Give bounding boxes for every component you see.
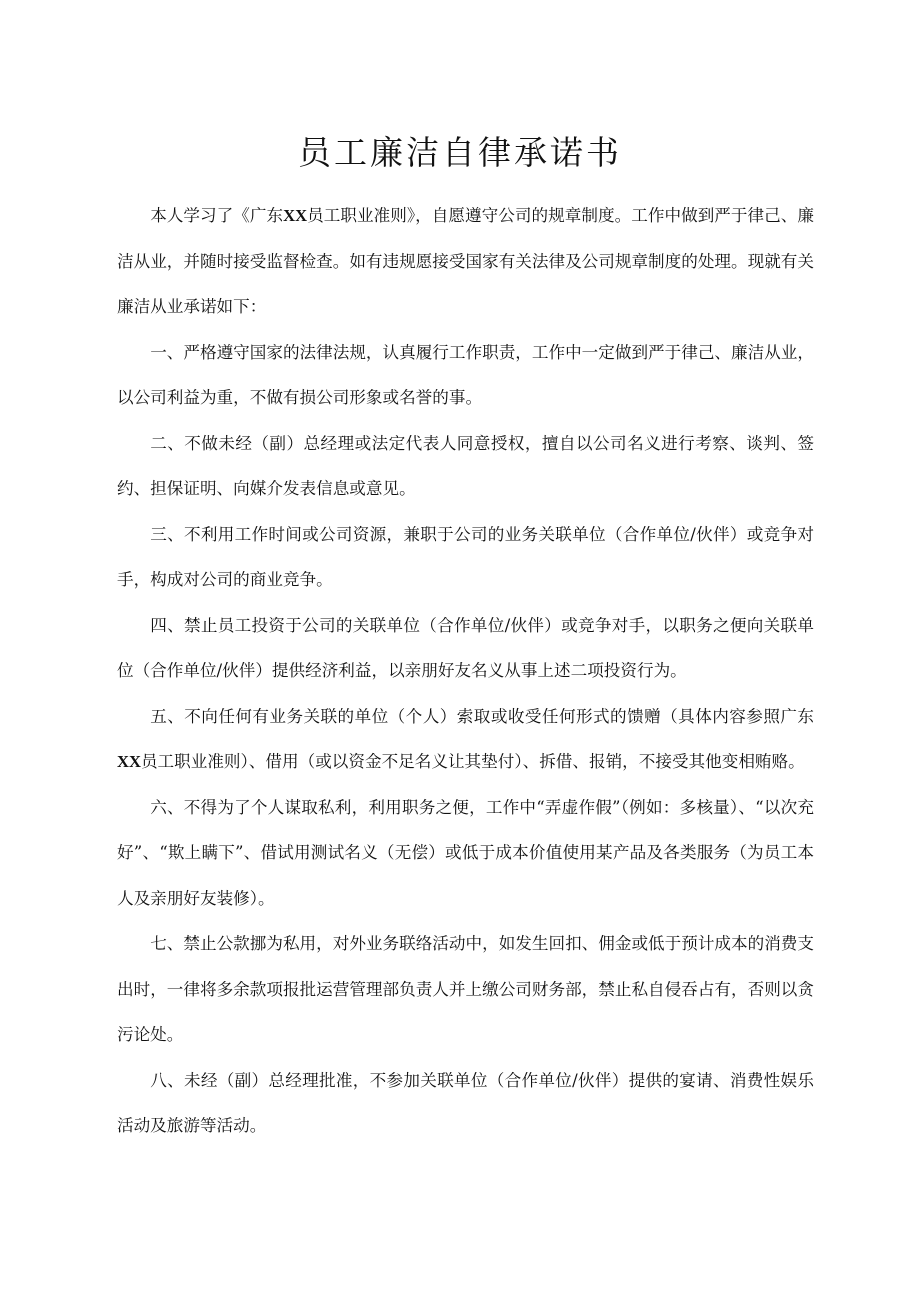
pledge-item-6: 六、不得为了个人谋取私利，利用职务之便，工作中“弄虚作假”（例如：多核量）、“以次充好”、“欺上瞒下”、借试用测试名义（无偿）或低于成本价值使用某产品及各类服务（为员工本人及亲朋好友装修）。 (117, 797, 814, 908)
intro-text-part1: 本人学习了《广东 (150, 206, 284, 225)
pledge-item-4: 四、禁止员工投资于公司的关联单位（合作单位/伙伴）或竞争对手，以职务之便向关联单位（合作单位/伙伴）提供经济利益，以亲朋好友名义从事上述二项投资行为。 (117, 615, 814, 680)
item5-text-part2: 员工职业准则）、借用（或以资金不足名义让其垫付）、拆借、报销，不接受其他变相贿赂。 (140, 752, 805, 771)
document-title: 员工廉洁自律承诺书 (298, 133, 622, 172)
pledge-item-7: 七、禁止公款挪为私用，对外业务联络活动中，如发生回扣、佣金或低于预计成本的消费支出时，一律将多余款项报批运营管理部负责人并上缴公司财务部，禁止私自侵吞占有，否则以贪污论处。 (117, 934, 814, 1044)
document-body (117, 193, 814, 1149)
pledge-item-1: 一、严格遵守国家的法律法规，认真履行工作职责，工作中一定做到严于律己、廉洁从业，以公司利益为重，不做有损公司形象或名誉的事。 (117, 342, 814, 407)
intro-text-part2: 员工职业准则》，自愿遵守公司的规章制度。工作中做到严于律己、廉洁从业，并随时接受监督检查。如有违规愿接受国家有关法律及公司规章制度的处理。现就有关廉洁从业承诺如下： (117, 206, 814, 316)
company-placeholder: XX (117, 752, 141, 771)
company-placeholder: XX (283, 206, 308, 225)
item5-text-part1: 五、不向任何有业务关联的单位（个人）索取或收受任何形式的馈赠（具体内容参照广东 (150, 706, 814, 726)
pledge-item-3: 三、不利用工作时间或公司资源，兼职于公司的业务关联单位（合作单位/伙伴）或竞争对手，构成对公司的商业竞争。 (117, 524, 814, 589)
pledge-item-8: 八、未经（副）总经理批准，不参加关联单位（合作单位/伙伴）提供的宴请、消费性娱乐活动及旅游等活动。 (117, 1070, 814, 1135)
pledge-item-2: 二、不做未经（副）总经理或法定代表人同意授权，擅自以公司名义进行考察、谈判、签约、担保证明、向媒介发表信息或意见。 (117, 433, 814, 498)
intro-paragraph (117, 193, 814, 330)
pledge-item-5 (117, 694, 814, 785)
